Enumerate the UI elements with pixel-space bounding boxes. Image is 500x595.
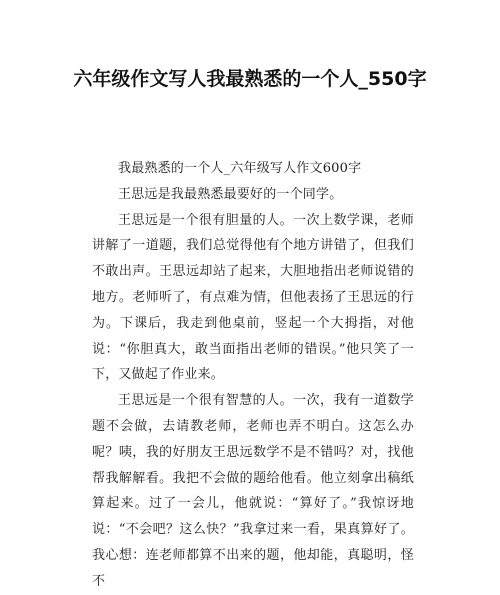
article-title: 六年级作文写人我最熟悉的一个人_550字 [73,68,427,90]
paragraph-courage: 王思远是一个很有胆量的人。一次上数学课，老师讲解了一道题，我们总觉得他有个地方讲错了，但我们不敢出声。王思远却站了起来，大胆地指出老师说错的地方。老师听了，有点难为情，但他表扬了王思远的行为。下课后，我走到他桌前，竖起一个大拇指，对他说：“你胆真大，敢当面指出老师的错误。”他只笑了一下，又做起了作业来。 [92,212,414,383]
paragraph-wisdom: 王思远是一个很有智慧的人。一次，我有一道数学题不会做，去请教老师，老师也弄不明白。这怎么办呢？咦，我的好朋友王思远数学不是不错吗？对，找他帮我解解看。我把不会做的题给他看。他立刻拿出稿纸算起来。过了一会儿，他就说：“算好了。”我惊讶地说：“不会吧？这么快？”我拿过来一看，果真算好了。我心想：连老师都算不出来的题，他却能，真聪明，怪不 [92,393,414,589]
paragraph-intro: 王思远是我最熟悉最要好的一个同学。 [118,186,343,202]
article-body [92,156,414,595]
paragraph-subtitle: 我最熟悉的一个人_六年级写人作文600字 [118,161,362,176]
